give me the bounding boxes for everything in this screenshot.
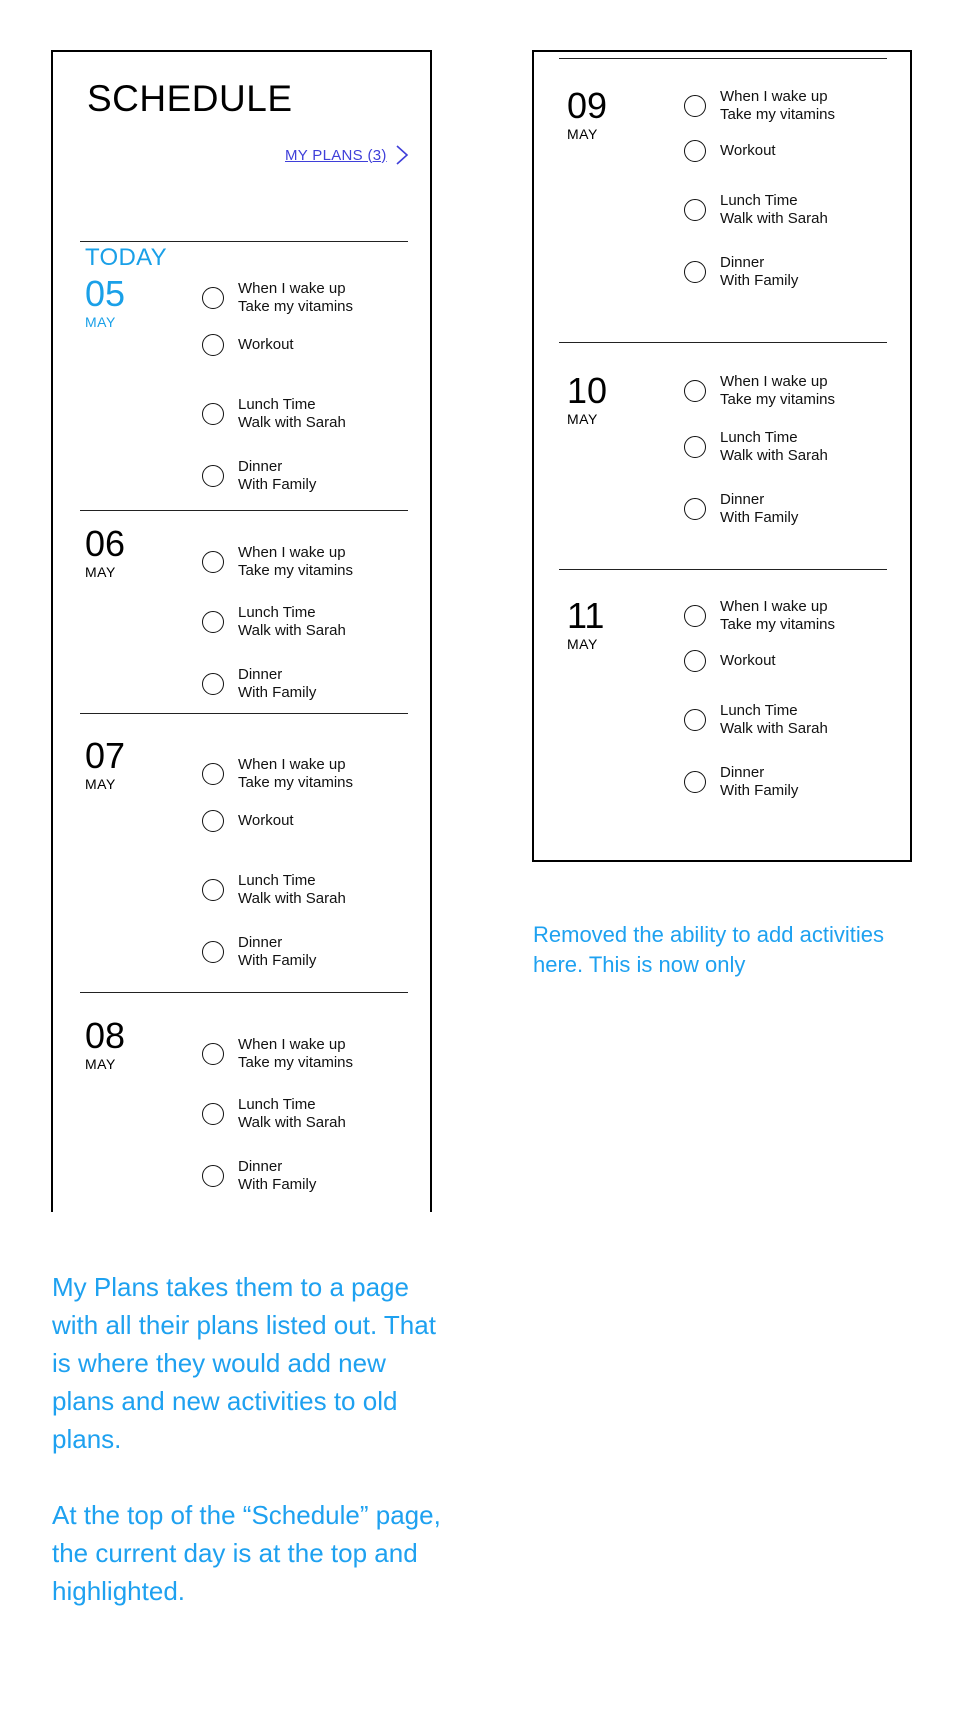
schedule-screen-scrolled	[532, 50, 912, 862]
annotation-paragraph-today: At the top of the “Schedule” page, the current day is at the top and highlighted.	[52, 1500, 441, 1606]
day-number: 05	[85, 273, 126, 314]
activity-text	[720, 142, 776, 160]
day-month: MAY	[85, 776, 116, 792]
day-divider	[559, 569, 887, 570]
activity-title: Workout	[238, 336, 294, 353]
activity-detail: Walk with Sarah	[720, 210, 828, 227]
activity-detail: Walk with Sarah	[720, 720, 828, 737]
activity-detail: Walk with Sarah	[238, 622, 346, 639]
day-month: MAY	[567, 636, 598, 652]
activity-title: Lunch Time	[720, 702, 798, 719]
activity-title: Dinner	[238, 458, 283, 475]
activity-text	[238, 1036, 353, 1072]
my-plans-link[interactable]	[285, 144, 409, 166]
day-number: 08	[85, 1015, 126, 1056]
radio-circle-icon[interactable]	[202, 879, 224, 901]
activity-item[interactable]	[684, 140, 776, 162]
activity-text	[720, 652, 776, 670]
activity-text	[720, 598, 835, 634]
activity-text	[238, 544, 353, 580]
activity-detail: With Family	[720, 782, 799, 799]
radio-circle-icon[interactable]	[684, 498, 706, 520]
day-month: MAY	[567, 411, 598, 427]
activity-title: When I wake up	[238, 756, 346, 773]
radio-circle-icon[interactable]	[684, 771, 706, 793]
annotation-note-left	[52, 1268, 442, 1648]
day-month: MAY	[85, 564, 116, 580]
radio-circle-icon[interactable]	[684, 95, 706, 117]
annotation-note-right: Removed the ability to add activities here. This is now only	[533, 922, 884, 977]
activity-detail: Take my vitamins	[720, 106, 836, 123]
activity-item[interactable]	[684, 373, 835, 409]
activity-detail: Take my vitamins	[720, 391, 836, 408]
activity-text	[238, 396, 346, 432]
activity-title: When I wake up	[238, 544, 346, 561]
activity-item[interactable]	[202, 810, 294, 832]
activity-item[interactable]	[202, 1096, 346, 1132]
activity-detail: Walk with Sarah	[720, 447, 828, 464]
activity-title: Lunch Time	[238, 872, 316, 889]
activity-title: Lunch Time	[720, 429, 798, 446]
activity-text	[238, 756, 353, 792]
day-number: 07	[85, 735, 126, 776]
activity-title: Dinner	[720, 764, 765, 781]
activity-detail: Take my vitamins	[238, 774, 354, 791]
activity-item[interactable]	[684, 491, 798, 527]
activity-text	[238, 336, 294, 354]
activity-text	[720, 764, 798, 800]
activity-title: Dinner	[720, 254, 765, 271]
activity-detail: With Family	[720, 509, 799, 526]
day-month: MAY	[85, 1056, 116, 1072]
activity-detail: With Family	[720, 272, 799, 289]
day-divider	[559, 342, 887, 343]
activity-item[interactable]	[202, 458, 316, 494]
radio-circle-icon[interactable]	[202, 941, 224, 963]
radio-circle-icon[interactable]	[684, 709, 706, 731]
activity-title: Lunch Time	[238, 604, 316, 621]
activity-text	[238, 1158, 316, 1194]
day-divider	[80, 510, 408, 511]
annotation-paragraph-my-plans: My Plans takes them to a page with all their plans listed out. That is where they would add new plans and new activities to old plans.	[52, 1272, 436, 1454]
activity-item[interactable]	[202, 544, 353, 580]
activity-text	[238, 280, 353, 316]
activity-item[interactable]	[202, 756, 353, 792]
activity-title: Dinner	[238, 1158, 283, 1175]
day-divider	[80, 713, 408, 714]
activity-text	[720, 491, 798, 527]
radio-circle-icon[interactable]	[202, 763, 224, 785]
activity-title: Lunch Time	[720, 192, 798, 209]
activity-item[interactable]	[202, 1036, 353, 1072]
activity-title: Lunch Time	[238, 396, 316, 413]
day-divider	[80, 992, 408, 993]
day-number: 06	[85, 523, 126, 564]
activity-text	[720, 702, 828, 738]
day-date	[567, 370, 608, 427]
activity-text	[238, 872, 346, 908]
activity-detail: Take my vitamins	[238, 1054, 354, 1071]
today-date	[85, 244, 167, 330]
day-date	[567, 595, 605, 652]
activity-text	[720, 254, 798, 290]
activity-title: When I wake up	[238, 1036, 346, 1053]
activity-title: Dinner	[238, 934, 283, 951]
radio-circle-icon[interactable]	[202, 403, 224, 425]
activity-item[interactable]	[202, 1158, 316, 1194]
schedule-screen	[51, 50, 432, 1212]
activity-detail: Take my vitamins	[720, 616, 836, 633]
radio-circle-icon[interactable]	[202, 611, 224, 633]
activity-text	[720, 192, 828, 228]
activity-item[interactable]	[684, 598, 835, 634]
day-month: MAY	[567, 126, 598, 142]
activity-detail: Take my vitamins	[238, 298, 354, 315]
today-label: TODAY	[85, 244, 167, 271]
activity-detail: Take my vitamins	[238, 562, 354, 579]
activity-title: Dinner	[720, 491, 765, 508]
activity-item[interactable]	[202, 396, 346, 432]
activity-item[interactable]	[202, 872, 346, 908]
activity-title: Workout	[238, 812, 294, 829]
activity-detail: Walk with Sarah	[238, 1114, 346, 1131]
day-month: MAY	[85, 314, 116, 330]
radio-circle-icon[interactable]	[202, 551, 224, 573]
radio-circle-icon[interactable]	[684, 380, 706, 402]
activity-item[interactable]	[684, 702, 828, 738]
activity-item[interactable]	[684, 650, 776, 672]
radio-circle-icon[interactable]	[202, 465, 224, 487]
activity-title: Lunch Time	[238, 1096, 316, 1113]
activity-text	[238, 458, 316, 494]
radio-circle-icon[interactable]	[202, 334, 224, 356]
activity-item[interactable]	[202, 334, 294, 356]
activity-text	[238, 812, 294, 830]
day-number: 10	[567, 370, 608, 411]
radio-circle-icon[interactable]	[684, 605, 706, 627]
activity-text	[238, 1096, 346, 1132]
activity-item[interactable]	[202, 666, 316, 702]
activity-item[interactable]	[202, 934, 316, 970]
activity-detail: With Family	[238, 1176, 317, 1193]
activity-title: When I wake up	[720, 88, 828, 105]
radio-circle-icon[interactable]	[684, 650, 706, 672]
day-date	[567, 85, 608, 142]
activity-item[interactable]	[202, 604, 346, 640]
day-divider	[559, 58, 887, 59]
day-number: 11	[567, 595, 605, 636]
activity-detail: Walk with Sarah	[238, 890, 346, 907]
radio-circle-icon[interactable]	[202, 810, 224, 832]
activity-text	[238, 604, 346, 640]
activity-item[interactable]	[684, 192, 828, 228]
activity-text	[720, 88, 835, 124]
activity-text	[720, 429, 828, 465]
radio-circle-icon[interactable]	[202, 1103, 224, 1125]
activity-title: When I wake up	[720, 598, 828, 615]
radio-circle-icon[interactable]	[202, 287, 224, 309]
page-title: SCHEDULE	[87, 78, 293, 119]
day-date	[85, 735, 126, 792]
activity-text	[720, 373, 835, 409]
radio-circle-icon[interactable]	[202, 1165, 224, 1187]
activity-item[interactable]	[684, 88, 835, 124]
day-divider	[80, 241, 408, 242]
radio-circle-icon[interactable]	[684, 140, 706, 162]
radio-circle-icon[interactable]	[202, 1043, 224, 1065]
activity-item[interactable]	[684, 429, 828, 465]
chevron-right-icon	[395, 144, 409, 166]
activity-detail: With Family	[238, 476, 317, 493]
activity-title: Workout	[720, 142, 776, 159]
day-date	[85, 523, 126, 580]
radio-circle-icon[interactable]	[202, 673, 224, 695]
activity-text	[238, 934, 316, 970]
day-number: 09	[567, 85, 608, 126]
activity-item[interactable]	[684, 764, 798, 800]
activity-text	[238, 666, 316, 702]
activity-title: When I wake up	[238, 280, 346, 297]
activity-detail: With Family	[238, 684, 317, 701]
activity-detail: With Family	[238, 952, 317, 969]
activity-title: When I wake up	[720, 373, 828, 390]
activity-item[interactable]	[684, 254, 798, 290]
radio-circle-icon[interactable]	[684, 199, 706, 221]
radio-circle-icon[interactable]	[684, 436, 706, 458]
activity-title: Workout	[720, 652, 776, 669]
day-date	[85, 1015, 126, 1072]
my-plans-label: MY PLANS (3)	[285, 146, 387, 164]
activity-title: Dinner	[238, 666, 283, 683]
radio-circle-icon[interactable]	[684, 261, 706, 283]
activity-item[interactable]	[202, 280, 353, 316]
activity-detail: Walk with Sarah	[238, 414, 346, 431]
